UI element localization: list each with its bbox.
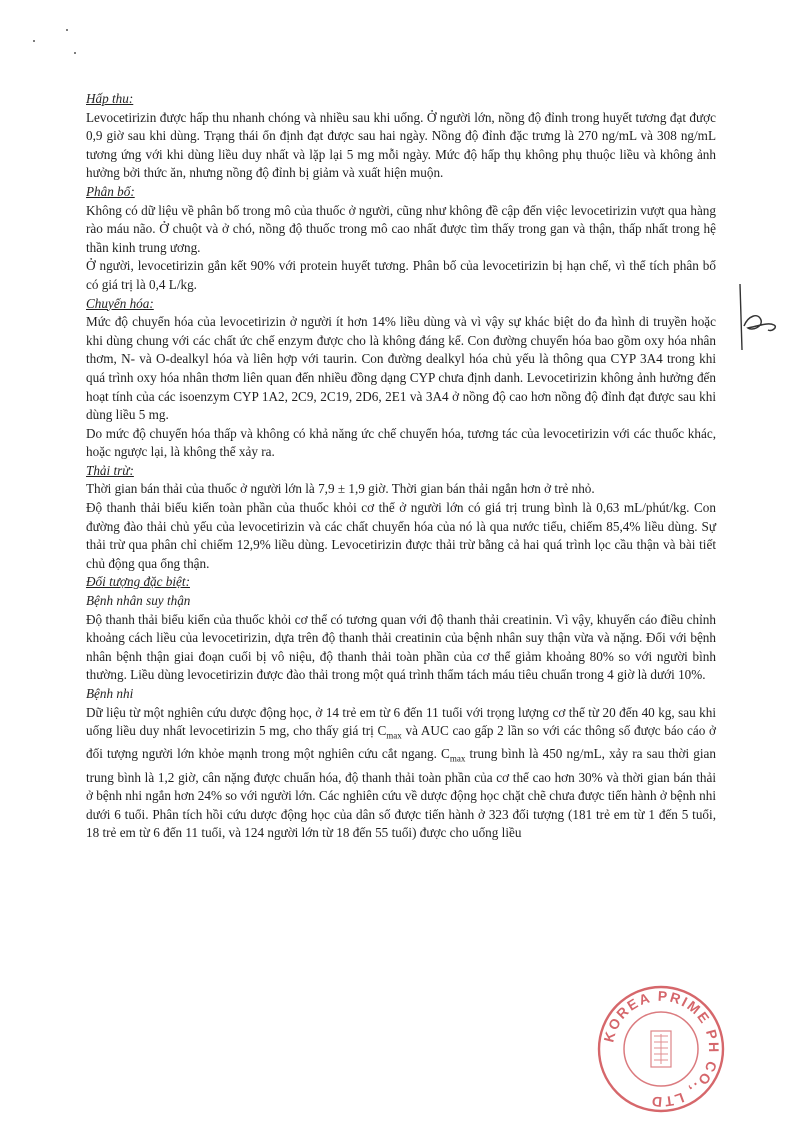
seal-text: KOREA PRIME PH CO., LTD	[600, 987, 723, 1111]
subscript: max	[449, 754, 466, 765]
paragraph: Độ thanh thải biểu kiến của thuốc khỏi cơ thể có tương quan với độ thanh thải creatinin. Vì vậy, khuyến cáo điều chỉnh khoảng cách liều của levocetirizin, dựa trên độ thanh thải creatinin của bệnh nhân suy thận vừa và nặng. Đối với bệnh nhân bệnh thận giai đoạn cuối bị vô niệu, độ thanh thải toàn phần của cơ thể giảm khoảng 80% so với người bình thường. Liều dùng levocetirizin được đào thải trong một quá trình thẩm tách máu tiêu chuẩn trong 4 giờ là dưới 10%.	[86, 611, 716, 683]
scan-speck	[74, 52, 76, 54]
paragraph: Không có dữ liệu về phân bố trong mô của thuốc ở người, cũng như không đề cập đến việc levocetirizin vượt qua hàng rào máu não. Ở chuột và ở chó, nồng độ thuốc trong mô cao nhất được tìm thấy trong gan và thận, thấp nhất trong hệ thần kinh trung ương.	[86, 202, 716, 255]
text-run: Dữ liệu từ một nghiên cứu dược động học, ở 14 trẻ em từ 6 đến 11 tuổi với trọng lượng cơ thể từ 20 đến 40 kg, sau khi uống liều duy nhất levocetirizin 5 mg, cho thấy giá trị C	[86, 704, 716, 739]
paragraph: Mức độ chuyển hóa của levocetirizin ở người ít hơn 14% liều dùng và vì vậy sự khác biệt do đa hình di truyền hoặc khi dùng chung với các chất ức chế enzym được cho là không đáng kể. Con đường chuyển hóa bao gồm oxy hóa nhân thơm, N- và O-dealkyl hóa và liên hợp với taurin. Con đường dealkyl hóa chủ yếu là thông qua CYP 3A4 trong khi quá trình oxy hóa nhân thơm liên quan đến nhiều đồng dạng CYP chưa định danh. Levocetirizin không ảnh hưởng đến hoạt tính của các isoenzym CYP 1A2, 2C9, 2C19, 2D6, 2E1 và 3A4 ở nồng độ cao hơn nồng độ đỉnh đạt được sau khi dùng liều 5 mg.	[86, 314, 716, 423]
paragraph: Do mức độ chuyển hóa thấp và không có khả năng ức chế chuyển hóa, tương tác của levocetirizin với các thuốc khác, hoặc ngược lại, là không thể xảy ra.	[86, 425, 716, 460]
section-heading-elimination: Thải trừ:	[86, 462, 134, 478]
text-run: trung bình là 450 ng/mL, xảy ra sau thời gian trung bình là 1,2 giờ, cân nặng được chuẩn hóa, độ thanh thải toàn phần của cơ thể cao hơn 30% và thời gian bán thải ở bệnh nhi ngắn hơn 24% so với người lớn. Các nghiên cứu về dược động học chặt chẽ chưa được tiến hành ở bệnh nhi dưới 6 tuổi. Phân tích hồi cứu dược động học của dân số được tiến hành ở 323 đối tượng (181 trẻ em từ 1 đến 5 tuổi, 18 trẻ em từ 6 đến 11 tuổi, và 124 người lớn từ 18 đến 55 tuổi) được cho uống liều	[86, 746, 716, 841]
paragraph-pediatric	[86, 704, 716, 843]
text-run: và AUC cao gấp 2 lần so với các thông số được báo cáo ở đối tượng người lớn khỏe mạnh trong một nghiên cứu cắt ngang. C	[86, 723, 716, 762]
paragraph: Ở người, levocetirizin gắn kết 90% với protein huyết tương. Phân bố của levocetirizin bị hạn chế, vì thể tích phân bố có giá trị là 0,4 L/kg.	[86, 258, 716, 292]
paragraph: Độ thanh thải biểu kiến toàn phần của thuốc khỏi cơ thể ở người lớn có giá trị trung bình là 0,63 mL/phút/kg. Con đường đào thải chủ yếu của levocetirizin và các chất chuyển hóa của nó là qua nước tiểu, chiếm 85,4% liều dùng. Sự thải trừ qua phân chỉ chiếm 12,9% liều dùng. Levocetirizin được thải trừ bằng cả hai quá trình lọc cầu thận và bài tiết chủ động qua ống thận.	[86, 500, 716, 571]
paragraph: Thời gian bán thải của thuốc ở người lớn là 7,9 ± 1,9 giờ. Thời gian bán thải ngắn hơn ở trẻ nhỏ.	[86, 481, 595, 497]
initials-signature	[728, 282, 788, 352]
section-heading-absorption: Hấp thu:	[86, 91, 134, 106]
company-seal	[596, 984, 726, 1114]
section-heading-special-populations: Đối tượng đặc biệt:	[86, 574, 190, 590]
document-body	[86, 90, 716, 843]
subheading-pediatric: Bệnh nhi	[86, 686, 134, 701]
paragraph: Levocetirizin được hấp thu nhanh chóng và nhiều sau khi uống. Ở người lớn, nồng độ đỉnh trong huyết tương đạt được 0,9 giờ sau khi dùng. Trạng thái ổn định đạt được sau hai ngày. Nồng độ đỉnh đặc trưng là 270 ng/mL và 308 ng/mL tương ứng với khi dùng liều duy nhất và lặp lại 5 mg mỗi ngày. Mức độ hấp thụ không phụ thuộc liều và không ảnh hưởng bởi thức ăn, nhưng nồng độ đỉnh bị giảm và xuất hiện muộn.	[86, 109, 716, 181]
scan-speck	[33, 40, 35, 42]
section-heading-metabolism: Chuyển hóa:	[86, 295, 154, 311]
subheading-renal: Bệnh nhân suy thận	[86, 593, 191, 609]
subscript: max	[386, 730, 402, 741]
section-heading-distribution: Phân bố:	[86, 183, 135, 199]
scan-speck	[66, 29, 68, 31]
